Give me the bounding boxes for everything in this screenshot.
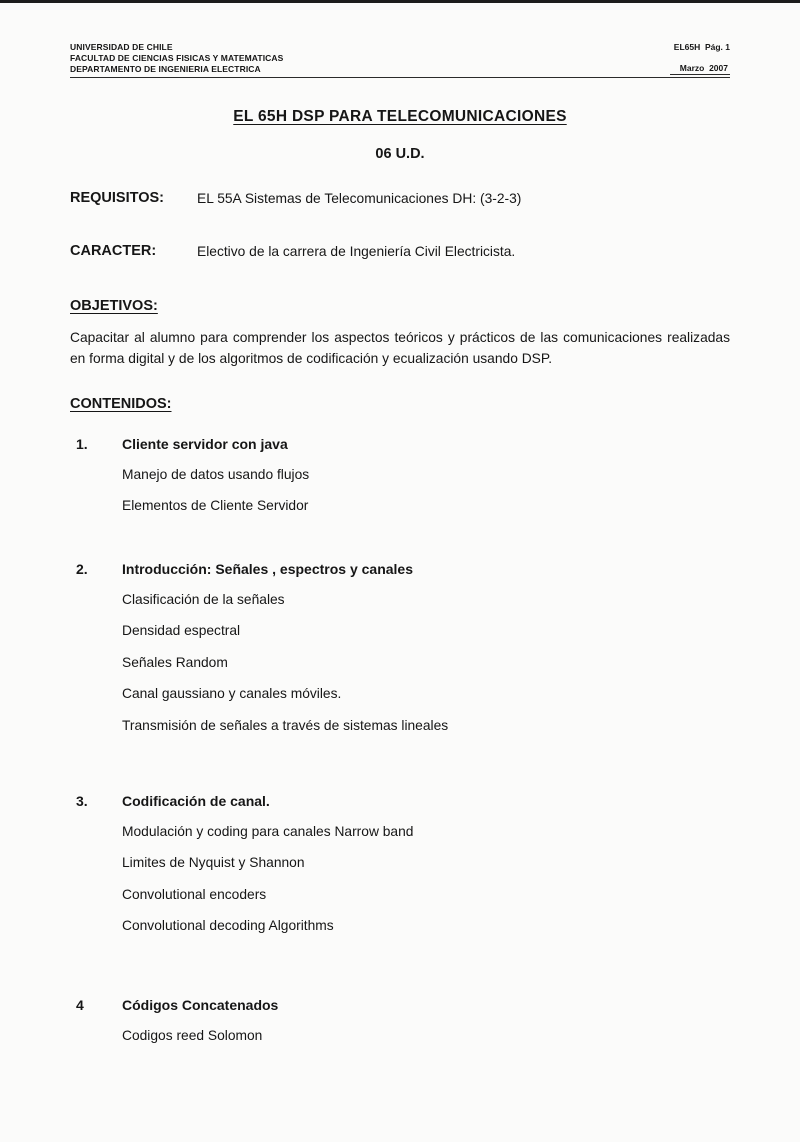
university-name: UNIVERSIDAD DE CHILE xyxy=(70,42,173,52)
caracter-row xyxy=(70,242,730,261)
organization-block xyxy=(70,42,283,75)
section-title: Códigos Concatenados xyxy=(122,996,279,1013)
caracter-label: CARACTER: xyxy=(70,243,157,260)
content-item: Convolutional decoding Algorithms xyxy=(122,918,334,934)
contenidos-sections xyxy=(70,436,730,1045)
department-name: DEPARTAMENTO DE INGENIERIA ELECTRICA xyxy=(70,64,261,75)
objetivos-text: Capacitar al alumno para comprender los aspectos teóricos y prácticos de las comunicaciones realizadas en forma digital y de los algoritmos de codificación y ecualización usando DSP. xyxy=(70,329,730,367)
content-item: Densidad espectral xyxy=(122,623,241,639)
content-item: Manejo de datos usando flujos xyxy=(122,466,310,482)
content-item: Clasificación de la señales xyxy=(122,591,285,607)
contenidos-section-3 xyxy=(76,793,730,935)
section-number: 4 xyxy=(76,996,84,1013)
content-item: Codigos reed Solomon xyxy=(122,1027,263,1043)
content-item: Transmisión de señales a través de sistemas lineales xyxy=(122,718,449,734)
course-units: 06 U.D. xyxy=(375,146,425,163)
section-title: Codificación de canal. xyxy=(122,792,270,809)
section-title: Cliente servidor con java xyxy=(122,435,288,452)
caracter-value: Electivo de la carrera de Ingeniería Civil Electricista. xyxy=(197,244,516,260)
content-item: Modulación y coding para canales Narrow band xyxy=(122,823,414,839)
scan-top-edge xyxy=(0,0,800,3)
requisitos-label: REQUISITOS: xyxy=(70,190,164,207)
course-code-page-number: EL65H Pág. 1 xyxy=(673,42,730,52)
faculty-name: FACULTAD DE CIENCIAS FISICAS Y MATEMATICAS xyxy=(70,53,284,64)
document-header xyxy=(70,42,730,78)
content-item: Señales Random xyxy=(122,654,228,670)
contenidos-section-2 xyxy=(76,561,730,735)
document-title: EL 65H DSP PARA TELECOMUNICACIONES xyxy=(233,108,567,126)
section-number: 2. xyxy=(76,560,88,577)
content-item: Elementos de Cliente Servidor xyxy=(122,498,309,514)
content-item: Limites de Nyquist y Shannon xyxy=(122,855,305,871)
section-number: 1. xyxy=(76,435,88,452)
content-item: Canal gaussiano y canales móviles. xyxy=(122,686,342,702)
requisitos-row xyxy=(70,189,730,208)
header-meta-block xyxy=(670,42,730,75)
document-date: Marzo 2007 xyxy=(670,63,730,75)
contenidos-section-4 xyxy=(76,997,730,1045)
requisitos-value: EL 55A Sistemas de Telecomunicaciones DH: (3-2-3) xyxy=(197,191,522,207)
contenidos-heading: CONTENIDOS: xyxy=(70,395,172,412)
contenidos-section-1 xyxy=(76,436,730,515)
content-item: Convolutional encoders xyxy=(122,886,267,902)
section-number: 3. xyxy=(76,792,88,809)
objetivos-heading: OBJETIVOS: xyxy=(70,297,158,314)
section-title: Introducción: Señales , espectros y canales xyxy=(122,560,413,577)
